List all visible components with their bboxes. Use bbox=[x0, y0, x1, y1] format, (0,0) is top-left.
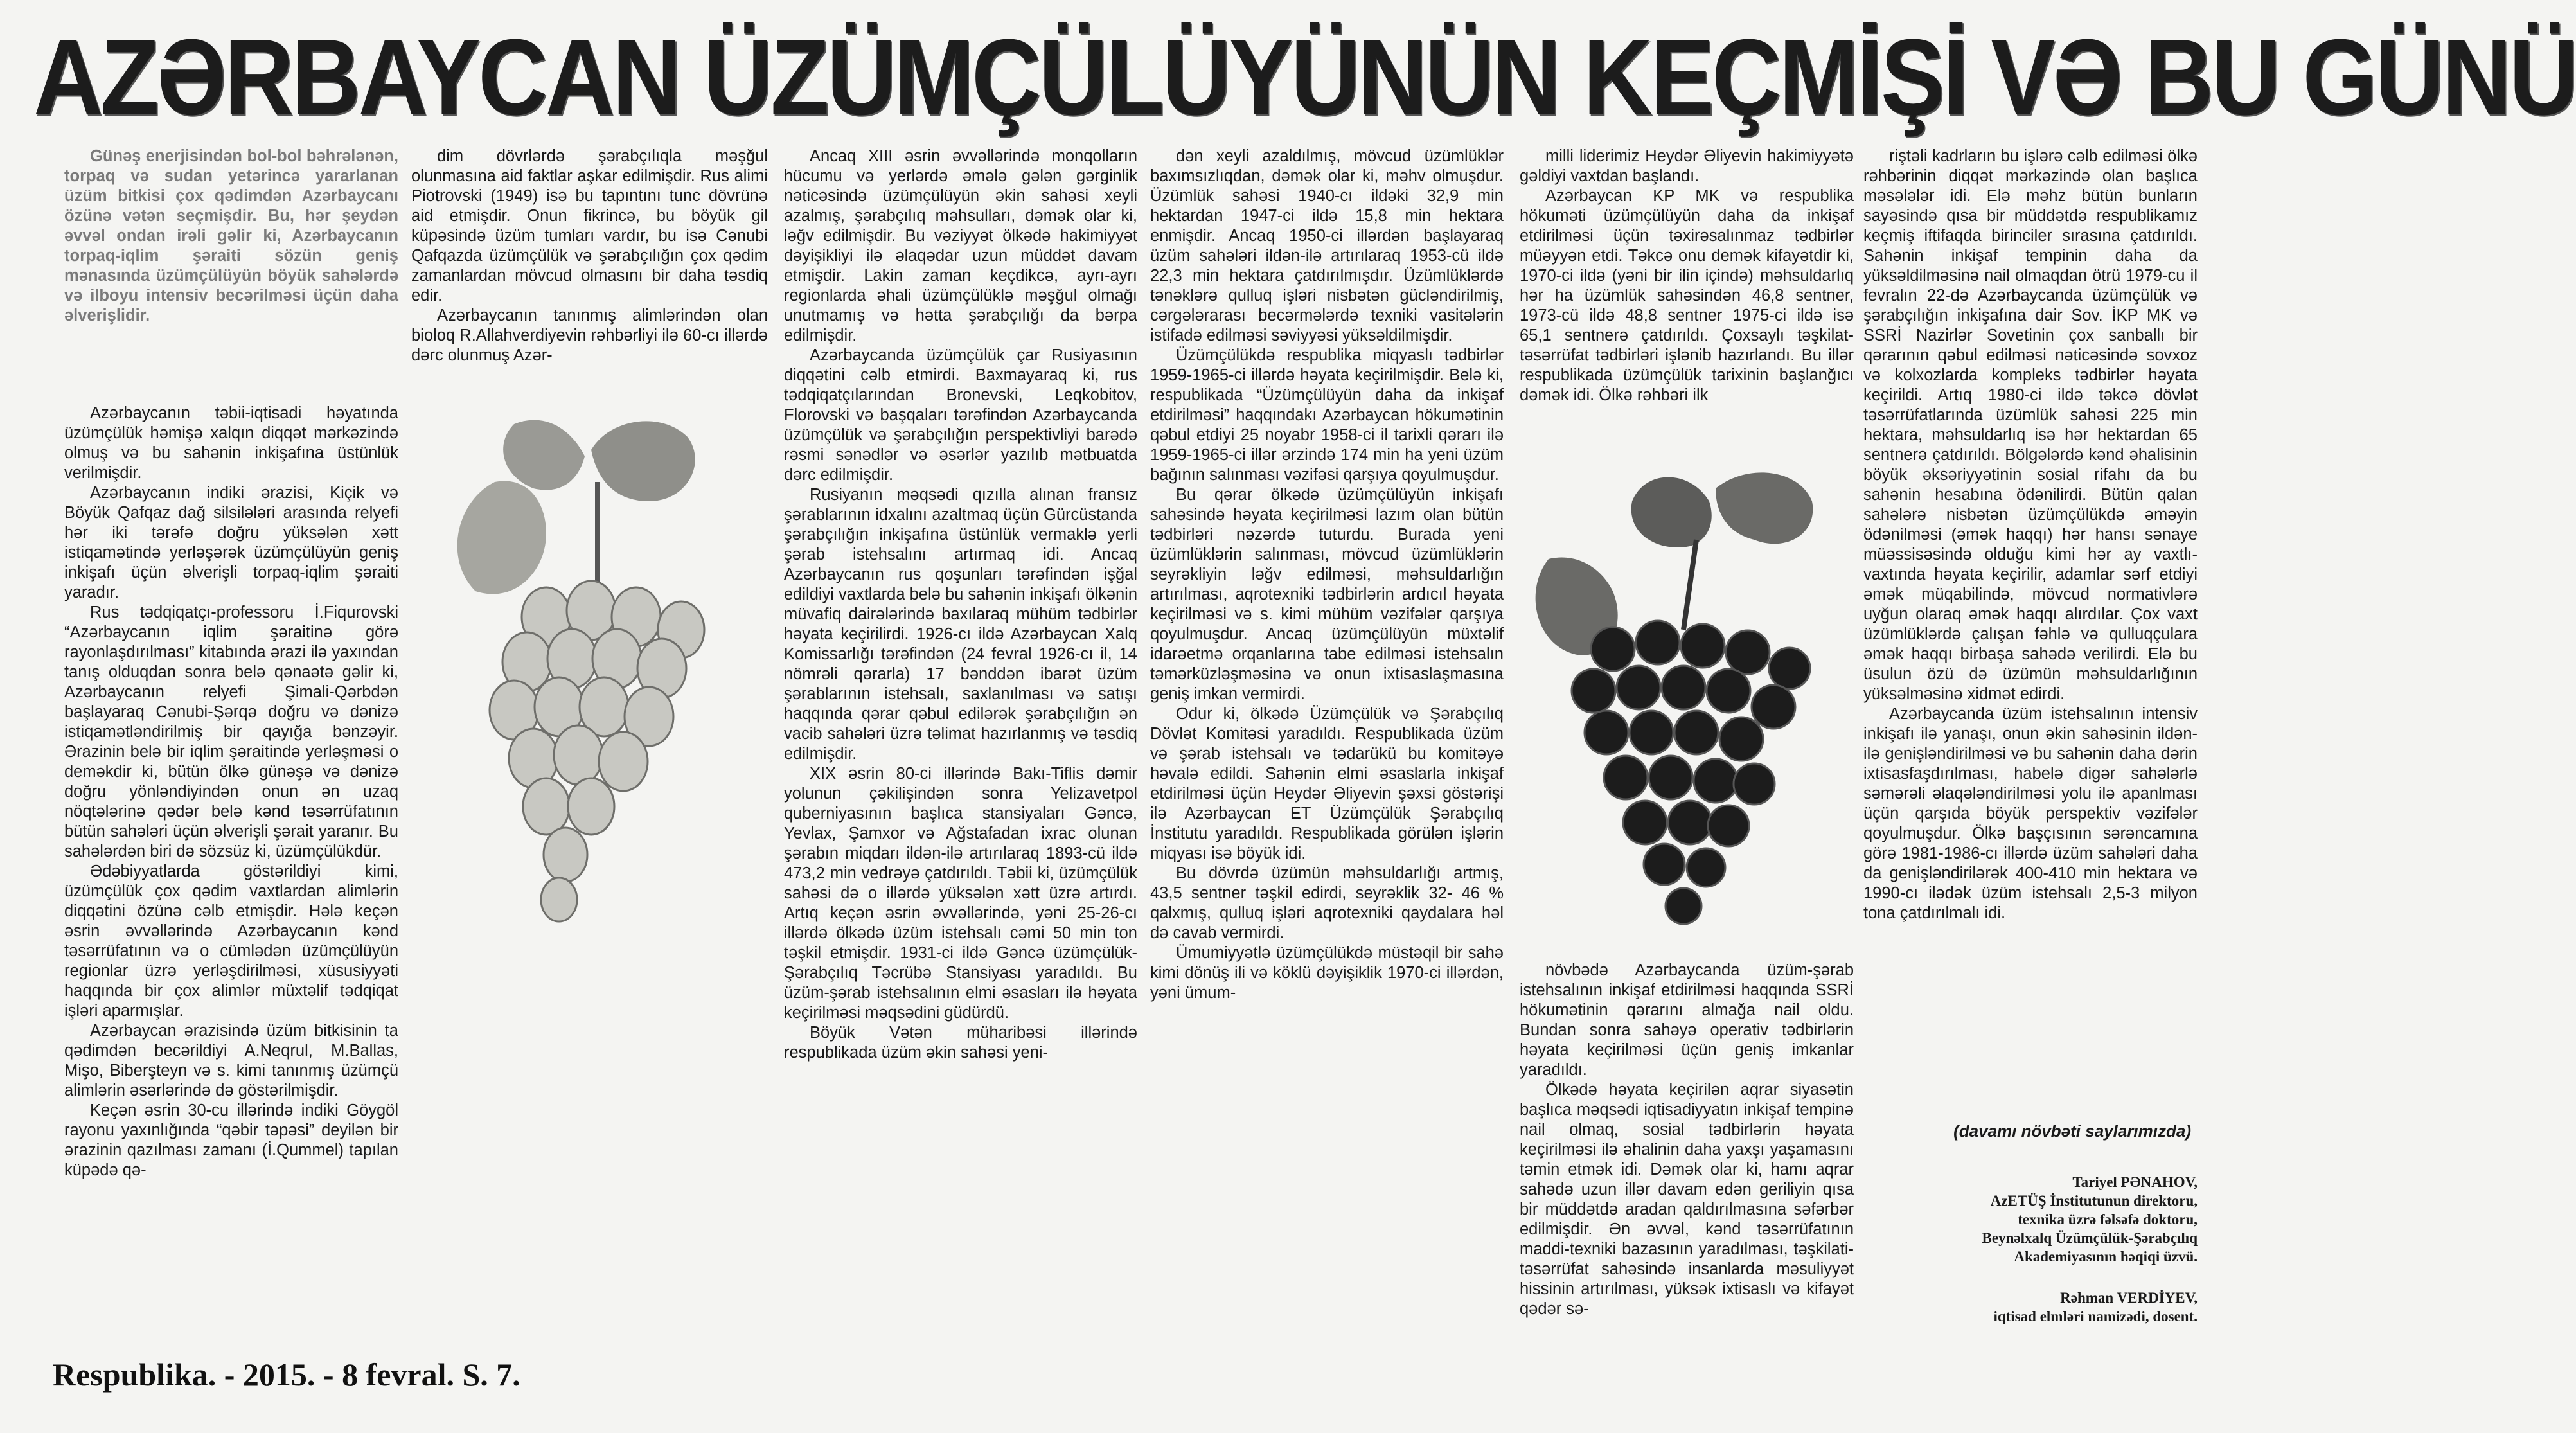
article-paragraph: Azərbaycanda üzüm istehsalının intensiv inkişafı ilə yanaşı, onun əkin sahəsinin ildən-ilə genişləndirilməsi və bu sahənin daha dərin ixtisasfaşdırılması, habelə digər sahələrlə səmərəli əlaqələndirilməsi yolu ilə apanlması üçün qarşıda böyük perspektiv vəzifələr qoyulmuşdur. Ölkə başçısının sərəncamına görə 1981-1986-cı illərdə üzüm sahələri daha da genişləndirilərək 400-410 min hektara və 1990-cı ilədək üzüm istehsalı 2,5-3 milyon tona çatdırılmalı idi. bbox=[1863, 705, 2198, 922]
signature-2 bbox=[1818, 1288, 2198, 1326]
article-column-3 bbox=[784, 147, 1137, 1319]
article-paragraph: XIX əsrin 80-ci illərində Bakı-Tiflis dəmir yolunun çəkilişindən sonra Yelizavetpol quberniyasının başlıca stansiyaları Gəncə, Yevlax, Şamxor və Ağstafadan ixrac olunan şərabın miqdarı ildən-ilə artırılaraq 1893-cü ildə 473,2 min vedrəyə çatdırıldı. Təbii ki, üzümçülük sahəsi də o illərdə yüksələn xətt üzrə artırdı. Artıq keçən əsrin əvvəllərində, yəni 25-26-cı illərdə ölkədə üzüm istehsalı cəmi 50 min ton təşkil etmişdir. 1931-ci ildə Gəncə üzümçülük-Şərabçılıq Təcrübə Stansiyası yaradıldı. Bu üzüm-şərab istehsalının elmi əsasları ilə həyata keçirilməsi məqsədini güdürdü. bbox=[784, 765, 1137, 1022]
article-paragraph: Bu dövrdə üzümün məhsuldarlığı artmış, 43,5 sentner təşkil edirdi, seyrəklik 32- 46 % qalxmış, qulluq işləri aqrotexniki qaydalara həl də cavab vermirdi. bbox=[1150, 864, 1504, 942]
article-column-4 bbox=[1150, 147, 1504, 1319]
dark-grape-cluster-photo bbox=[1497, 463, 1857, 964]
article-paragraph: Azərbaycan ərazisində üzüm bitkisinin ta qədimdən becərildiyi A.Neqrul, M.Ballas, Mişo, Biberşteyn və s. kimi tanınmış üzümçü alimlərin əsərlərində də göstərilmişdir. bbox=[64, 1022, 398, 1099]
article-paragraph: Keçən əsrin 30-cu illərində indiki Göygöl rayonu yaxınlığında “qəbir təpəsi” deyilən bir ərazinin qazılması zamanı (İ.Qummel) tapılan küpədə qə- bbox=[64, 1101, 398, 1179]
article-paragraph: Ədəbiyyatlarda göstərildiyi kimi, üzümçülük çox qədim vaxtlardan alimlərin diqqətini özünə cəlb etmişdir. Hələ keçən əsrin əvvəllərində Azərbaycanın kənd təsərrüfatının və o cümlədən üzümçülüyün regionlar üzrə yerləşdirilməsi, xüsusiyyəti haqqında bir çox alimlər müxtəlif tədqiqat işləri aparmışlar. bbox=[64, 862, 398, 1020]
article-paragraph: riştəli kadrların bu işlərə cəlb edilməsi ölkə rəhbərinin diqqət mərkəzində olan başlıca məsələlər idi. Elə məhz bütün bunların sayəsində qısa bir müddətdə respublikamız keçmiş iftifaqda birinciler sırasına çatdırıldı. Sahənin inkişaf tempinin daha da yüksəldilməsinə nail olmaqdan ötrü 1979-cu il fevralın 22-də Azərbaycanda üzümçülük və şərabçılığın inkişafına dair Sov. İKP MK və SSRİ Nazirlər Sovetinin çox sanballı bir qərarının qəbul edilməsi nəticəsində sovxoz və kolxozlarda kompleks tədbirlər həyata keçirildi. Artıq 1980-ci ildə təkcə dövlət təsərrüfatlarında üzümlük sahəsi 225 min hektara, məhsuldarlıq isə hər hektardan 65 sentnerə çatdırıldı. Bölgələrdə kənd əhalisinin böyük əksəriyyətinin sosial rifahı da bu sahənin hesabına ödənilirdi. Bütün qalan sahələrə nisbətən üzümçülükdə əməyin ödənilməsi (əmək haqqı) hər hansı sənaye müəssisəsində olduğu kimi hər ay vaxtlı-vaxtında həyata keçirilir, adamlar sərf etdiyi əmək müqabilində, mövcud normativlərə uyğun olaraq əmək haqqı alırdılar. Çox vaxt üzümlüklərdə çalışan fəhlə və qulluqçulara əmək haqqı birbaşa sahədə verilirdi. Elə bu üsulun özü də üzümün məhsuldarlığının yüksəlməsinə xidmət edirdi. bbox=[1863, 147, 2198, 703]
article-paragraph: Odur ki, ölkədə Üzümçülük və Şərabçılıq Dövlət Komitəsi yaradıldı. Respublikada üzüm və şərab istehsalı və tədarükü bu komitəyə həvalə edildi. Sahənin elmi əsaslarla inkişaf etdirilməsi üçün Heydər Əliyevin şəxsi göstərişi ilə Azərbaycan ET Üzümçülük Şərabçılıq İnstitutu yaradıldı. Respublikada görülən işlərin miqyası isə böyük idi. bbox=[1150, 705, 1504, 862]
article-paragraph: Azərbaycanın indiki ərazisi, Kiçik və Böyük Qafqaz dağ silsilələri arasında relyefi hər iki tərəfə doğru yüksələn xətt istiqamətində yerləşərək üzümçülüyün geniş inkişafı üçün əlverişli torpaq-iqlim şəraiti yaradır. bbox=[64, 484, 398, 601]
continued-note: (davamı növbəti saylarımızda) bbox=[1953, 1121, 2191, 1141]
headline: AZƏRBAYCAN ÜZÜMÇÜLÜYÜNÜN KEÇMİŞİ VƏ BU GÜNÜ bbox=[33, 16, 2576, 138]
white-grape-cluster-photo bbox=[418, 405, 768, 929]
article-paragraph: Azərbaycanda üzümçülük çar Rusiyasının diqqətini cəlb etmirdi. Baxmayaraq ki, rus tədqiqatçılarından Bronevski, Leqkobitov, Florovski və başqaları tərəfindən Azərbaycanda üzümçülük və şərabçılığın perspektivliyi barədə rəsmi sənədlər və əsərlər yazılıb mətbuatda dərc edilmişdir. bbox=[784, 346, 1137, 484]
article-paragraph: Ancaq XIII əsrin əvvəllərində monqolların hücumu və yerlərdə əmələ gələn gərginlik nəticəsində üzümçülüyün əkin sahəsi xeyli azalmış, şərabçılıq məhsulları, dəmək olar ki, ləğv edilmişdir. Bu vəziyyət ölkədə hakimiyyət dəyişikliyi ilə əlaqədar uzun müddət davam etmişdir. Lakin zaman keçdikcə, ayrı-ayrı regionlarda əhali üzümçülüklə məşğul olmağı unutmamış və hətta şərabçılığı da bərpa edilmişdir. bbox=[784, 147, 1137, 344]
article-column-2-top bbox=[411, 147, 768, 404]
article-paragraph: Böyük Vətən müharibəsi illərində respublikada üzüm əkin sahəsi yeni- bbox=[784, 1024, 1137, 1062]
article-paragraph: Rus tədqiqatçı-professoru İ.Fiqurovski “Azərbaycanın iqlim şəraitinə görə rayonlaşdırılması” kitabında ərazi ilə yaxından tanış olduqdan sonra belə qənaətə gəlir ki, Azərbaycanın relyefi Şimali-Qərbdən başlayaraq Cənubi-Şərqə doğru və dənizə istiqamətləndirilmiş bir qayığa bənzəyir. Ərazinin belə bir iqlim şəraitində yerləşməsi o deməkdir ki, bütün ölkə günəşə və dənizə doğru yönləndiyindən onun ən uzaq nöqtələrinə qədər belə kənd təsərrüfatının bütün sahələri üçün əlverişli şərait yaranır. Bu sahələrdən biri də sözsüz ki, üzümçülükdür. bbox=[64, 603, 398, 860]
source-line: Respublika. - 2015. - 8 fevral. S. 7. bbox=[53, 1357, 520, 1393]
article-paragraph: dən xeyli azaldılmış, mövcud üzümlüklər baxımsızlıqdan, dəmək olar ki, məhv olmuşdur. Üzümlük sahəsi 1940-cı ildəki 32,9 min hektardan 1947-ci ildə 15,8 min hektara enmişdir. Ancaq 1950-ci illərdən başlayaraq üzüm sahələri ildən-ilə artırılaraq 1953-cü ildə 22,3 min hektara çatdırılmışdır. Üzümlüklərdə tənəklərə qulluq işləri nisbətən gücləndirilmiş, cərgələrarası becərmələrdə texniki vasitələrin istifadə edilməsi səviyyəsi yüksəldilmişdir. bbox=[1150, 147, 1504, 344]
article-paragraph: Azərbaycanın təbii-iqtisadi həyatında üzümçülük həmişə xalqın diqqət mərkəzində olmuş və bu sahənin inkişafına üstünlük verilmişdir. bbox=[64, 404, 398, 482]
signature-2-line: iqtisad elmləri namizədi, dosent. bbox=[1993, 1308, 2198, 1324]
article-paragraph: Azərbaycanın tanınmış alimlərindən olan bioloq R.Allahverdiyevin rəhbərliyi ilə 60-cı illərdə dərc olunmuş Azər- bbox=[411, 307, 768, 364]
signature-1-line: Beynəlxalq Üzümçülük-Şərabçılıq bbox=[1982, 1230, 2198, 1246]
article-paragraph: Ölkədə həyata keçirilən aqrar siyasətin başlıca məqsədi iqtisadiyyatın inkişaf tempinə nail olmaq, sosial tədbirlərin həyata keçirilməsi ilə əhalinin daha yaxşı yaşamasını təmin etmək idi. Dəmək olar ki, hamı aqrar sahədə uzun illər davam edən geriliyin qısa bir müddətdə aradan qaldırılmasına səfərbər edilmişdir. Ən əvvəl, kənd təsərrüfatının maddi-texniki bazasının yaradılması, təşkilati-təsərrüfat sahəsində insanlarda məsuliyyət hissinin artırılması, yüksək ixtisaslı və kifayət qədər sə- bbox=[1520, 1081, 1854, 1318]
article-paragraph: milli liderimiz Heydər Əliyevin hakimiyyətə gəldiyi vaxtdan başlandı. bbox=[1520, 147, 1854, 185]
lead-paragraph: Günəş enerjisindən bol-bol bəhrələnən, torpaq və sudan yetərincə yararlanan üzüm bitkisi çox qədimdən Azərbaycanı özünə vətən seçmişdir. Bu, hər şeydən əvvəl ondan irəli gəlir ki, Azərbaycanın torpaq-iqlim şəraiti sözün geniş mənasında üzümçülüyün böyük sahələrdə və ilboyu intensiv becərilməsi üçün daha əlverişlidir. bbox=[64, 147, 398, 325]
article-column-5-bottom bbox=[1520, 961, 1854, 1321]
article-paragraph: Bu qərar ölkədə üzümçülüyün inkişafı sahəsində həyata keçirilməsi lazım olan bütün tədbirləri nəzərdə tuturdu. Burada yeni üzümlüklərin salınması, mövcud üzümlüklərin seyrəkliyin ləğv edilməsi, məhsuldarlığın artırılması, aqrotexniki tədbirlərin ardıcıl həyata keçirilməsi və s. kimi mühüm vəzifələr qarşıya qoyulmuşdur. Ancaq üzümçülüyün müxtəlif idarəetmə orqanlarına tabe edilməsi istehsalın təmərküzləşməsinə və onun ixtisaslaşmasına geniş imkan vermirdi. bbox=[1150, 486, 1504, 703]
article-paragraph: Ümumiyyətlə üzümçülükdə müstəqil bir sahə kimi dönüş ili və köklü dəyişiklik 1970-ci illərdən, yəni ümum- bbox=[1150, 944, 1504, 1002]
signature-1 bbox=[1818, 1173, 2198, 1266]
article-paragraph: növbədə Azərbaycanda üzüm-şərab istehsalının inkişaf etdirilməsi haqqında SSRİ hökumətinin qərarını almağa nail oldu. Bundan sonra sahəyə operativ tədbirlərin həyata keçirilməsi üçün geniş imkanlar yaradıldı. bbox=[1520, 961, 1854, 1079]
signature-2-name: Rəhman VERDİYEV, bbox=[2060, 1290, 2198, 1306]
signature-1-name: Tariyel PƏNAHOV, bbox=[2072, 1174, 2198, 1190]
article-column-1 bbox=[64, 404, 398, 1319]
article-column-6 bbox=[1863, 147, 2198, 1120]
article-column-2-bottom bbox=[411, 935, 768, 1321]
article-column-5-top bbox=[1520, 147, 1854, 474]
signature-1-line: AzETÜŞ İnstitutunun direktoru, bbox=[1990, 1193, 2198, 1209]
article-paragraph: Azərbaycan KP MK və respublika hökuməti üzümçülüyün daha da inkişaf etdirilməsi üçün təxirəsalınmaz tədbirlər müəyyən etdi. Təkcə onu demək kifayətdir ki, 1970-ci ildə (yəni bir ilin içində) məhsuldarlıq hər ha üzümlük sahəsindən 46,8 sentner, 1973-cü ildə 48,8 sentner 1975-ci ildə isə 65,1 sentnerə çatdırıldı. Çoxsaylı təşkilat-təsərrüfat tədbirləri işlənib hazırlandı. Bu illər respublikada üzümçülük tarixinin başlanğıcı dəmək idi. Ölkə rəhbəri ilk bbox=[1520, 187, 1854, 404]
signature-1-line: Akademiyasının həqiqi üzvü. bbox=[2014, 1249, 2198, 1265]
article-paragraph: dim dövrlərdə şərabçılıqla məşğul olunmasına aid faktlar aşkar edilmişdir. Rus alimi Piotrovski (1949) isə bu tapıntını tunc dövrünə aid etmişdir. Onun fikrincə, bu böyük gil küpəsində üzüm tumları vardır, bu isə Cənubi Qafqazda üzümçülük və şərabçılığın çox qədim zamanlardan mövcud olmasını bir daha təsdiq edir. bbox=[411, 147, 768, 305]
signature-1-line: texnika üzrə fəlsəfə doktoru, bbox=[2018, 1211, 2198, 1227]
article-paragraph: Rusiyanın məqsədi qızılla alınan fransız şərablarının idxalını azaltmaq üçün Gürcüstanda şərabçılığın inkişafına üstünlük vermaklə yerli şərab istehsalını artırmaq idi. Ancaq Azərbaycanın rus qoşunları tərəfindən işğal edildiyi vaxtlardа belə bu sahənin inkişafı ölkənin müvafiq dairələrində baxılaraq mühüm tədbirlər həyata keçirilirdi. 1926-cı ildə Azərbaycan Xalq Komissarlığı tərəfindən (24 fevral 1926-cı il, 14 nömrəli qərarla) 17 bənddən ibarət üzüm şərablarının istehsalı, saxlanılması və satışı haqqında qərar qəbul edilərək şərabçılığın ən vacib sahələri üzrə təlimat hazırlanmış və təsdiq edilmişdir. bbox=[784, 486, 1138, 763]
article-paragraph: Üzümçülükdə respublika miqyaslı tədbirlər 1959-1965-ci illərdə həyata keçirilmişdir. Belə ki, respublikada “Üzümçülüyün daha da inkişaf etdirilməsi” haqqındakı Azərbaycan hökumətinin qəbul etdiyi 25 noyabr 1958-ci il tarixli qərarı ilə 1959-1965-ci illər ərzində 174 min ha yeni üzüm bağının salınması vəzifəsi qarşıya qoyulmuşdur. bbox=[1150, 346, 1504, 484]
